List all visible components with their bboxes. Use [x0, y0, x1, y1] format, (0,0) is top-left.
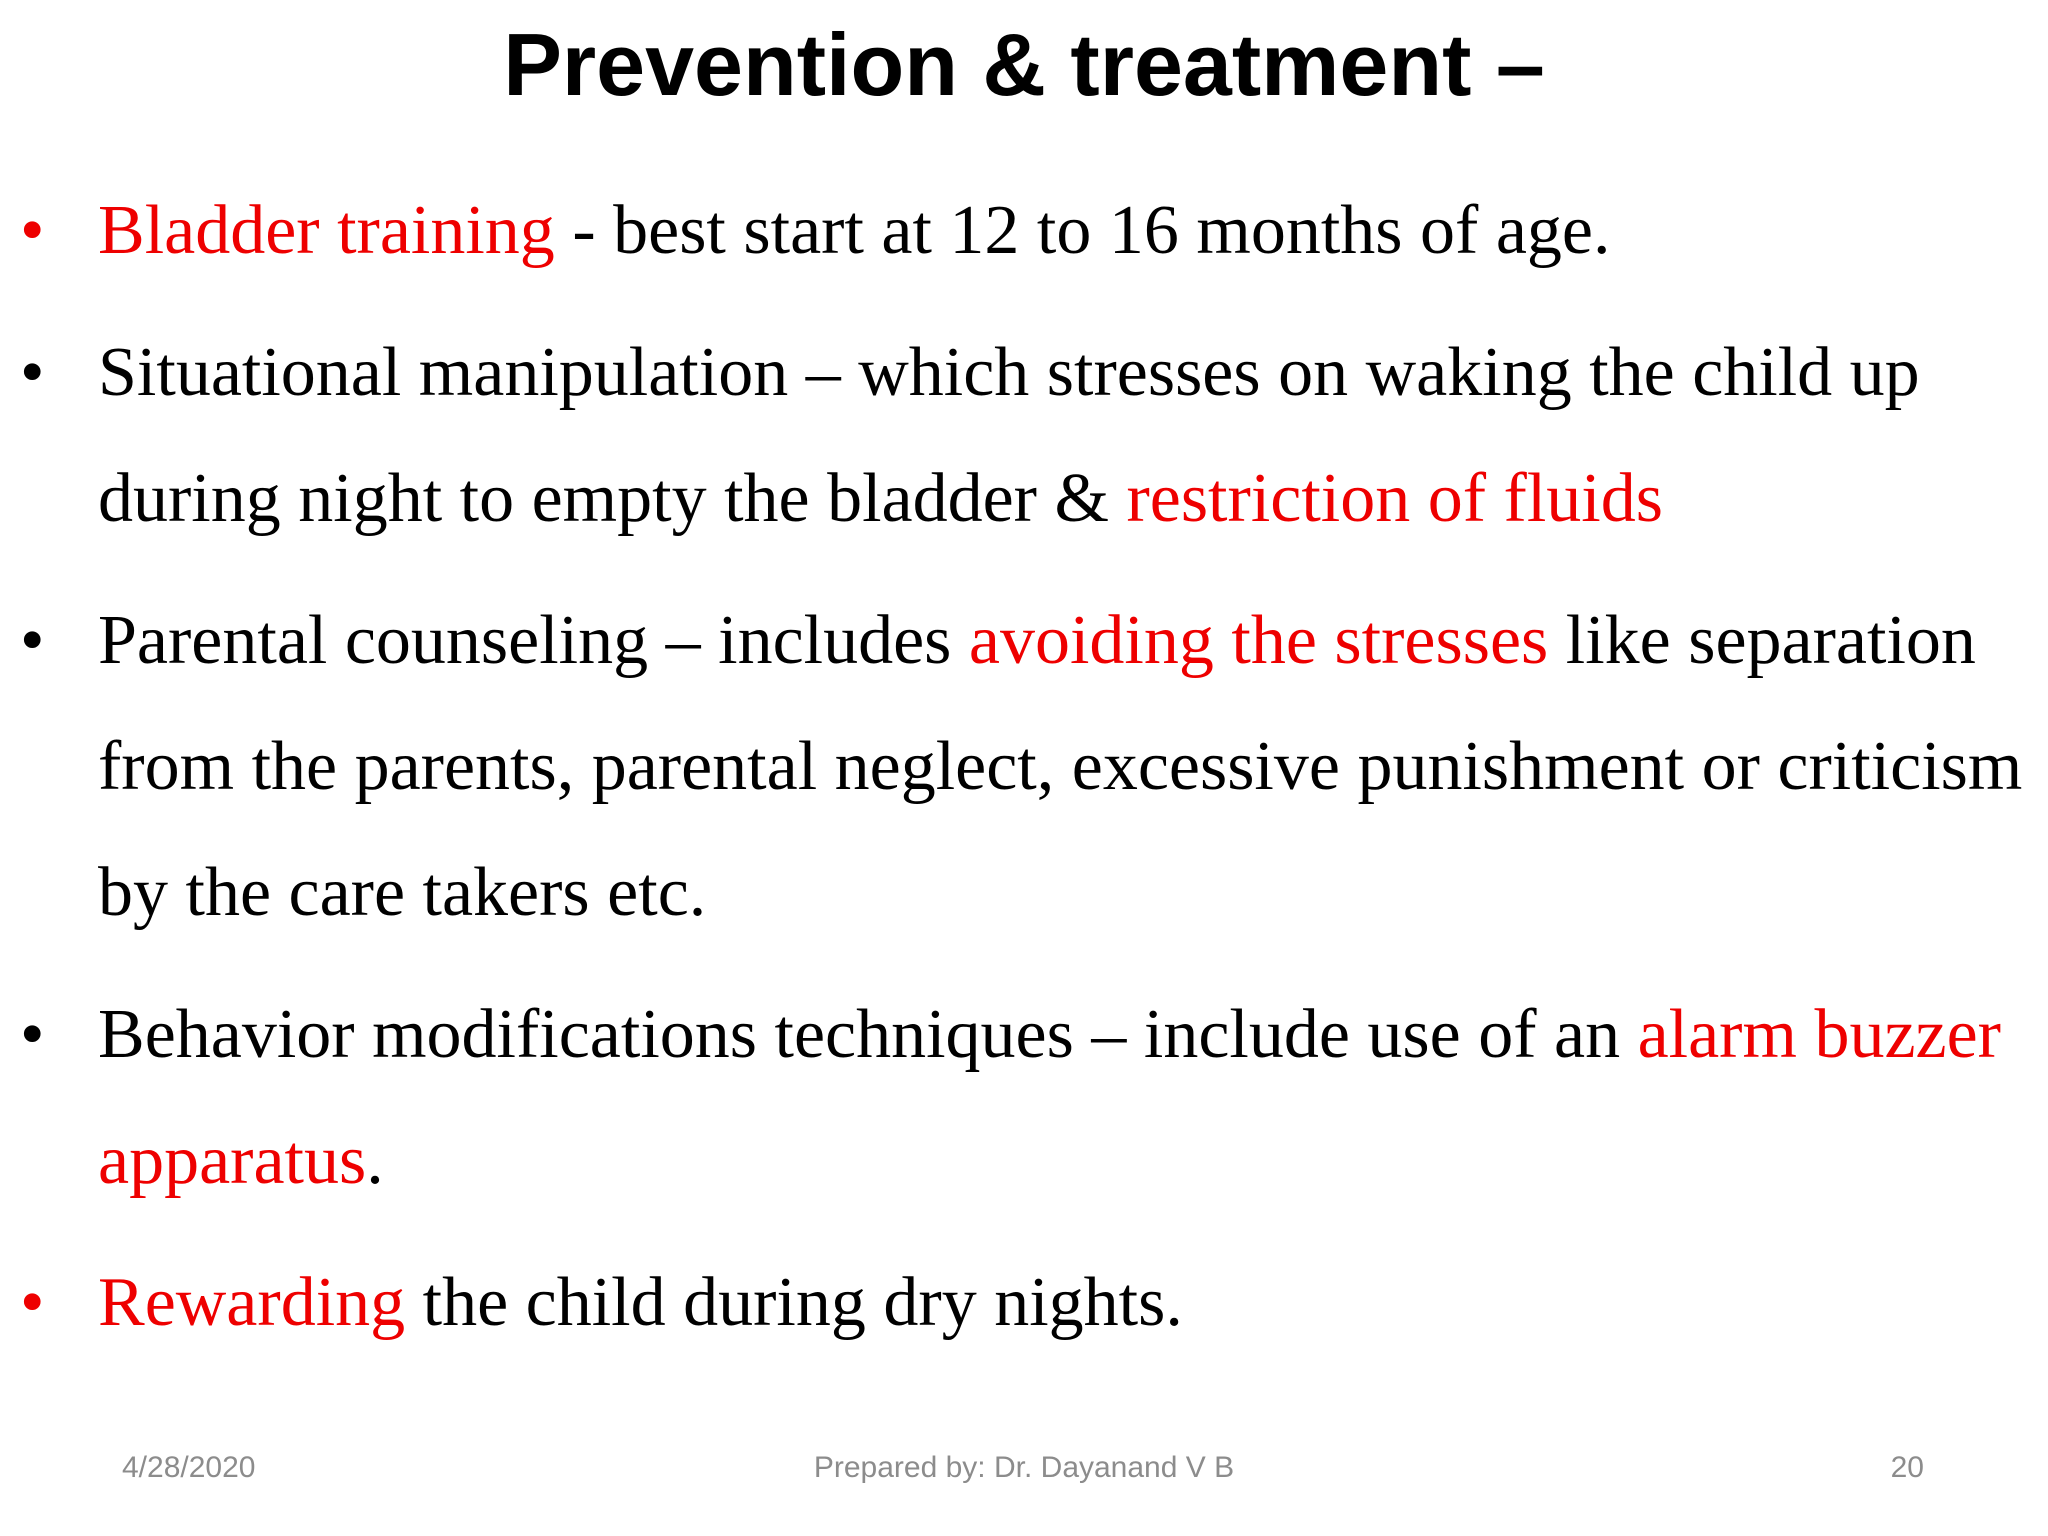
- bullet-item-situational-manipulation: [0, 310, 2048, 562]
- bullet-dot-icon: •: [20, 192, 45, 269]
- bullet-item-bladder-training: [0, 168, 2048, 294]
- bullet-dot-icon: •: [20, 1264, 45, 1341]
- bullet-text: .: [366, 1122, 384, 1199]
- bullet-list: [0, 168, 2048, 1382]
- bullet-dot-icon: •: [20, 334, 45, 411]
- bullet-text: the child during dry nights.: [405, 1264, 1183, 1341]
- bullet-text: Situational manipulation – which stresses on waking the child up during night to empty the bladder &: [98, 334, 1920, 537]
- bullet-text: Parental counseling – includes: [98, 602, 969, 679]
- slide-title: Prevention & treatment –: [503, 15, 1545, 114]
- bullet-text: Behavior modifications techniques – include use of an: [98, 996, 1638, 1073]
- footer-page-number: 20: [1890, 1451, 1924, 1484]
- bullet-dot-icon: •: [20, 996, 45, 1073]
- bullet-text: like separation from the parents, parental neglect, excessive punishment or criticism by the care takers etc.: [98, 602, 2023, 931]
- bullet-item-parental-counseling: [0, 578, 2048, 956]
- footer-author: Prepared by: Dr. Dayanand V B: [813, 1451, 1235, 1484]
- highlight-text: restriction of fluids: [1126, 460, 1663, 537]
- highlight-text: Rewarding: [98, 1264, 406, 1341]
- bullet-text: - best start at 12 to 16 months of age.: [554, 192, 1611, 269]
- bullet-item-behavior-modifications: [0, 972, 2048, 1224]
- bullet-item-rewarding: [0, 1240, 2048, 1366]
- bullet-dot-icon: •: [20, 602, 45, 679]
- highlight-text: Bladder training: [98, 192, 555, 269]
- footer-date: 4/28/2020: [122, 1451, 256, 1484]
- highlight-text: avoiding the stresses: [968, 602, 1549, 679]
- highlight-text: alarm buzzer apparatus: [98, 996, 2001, 1199]
